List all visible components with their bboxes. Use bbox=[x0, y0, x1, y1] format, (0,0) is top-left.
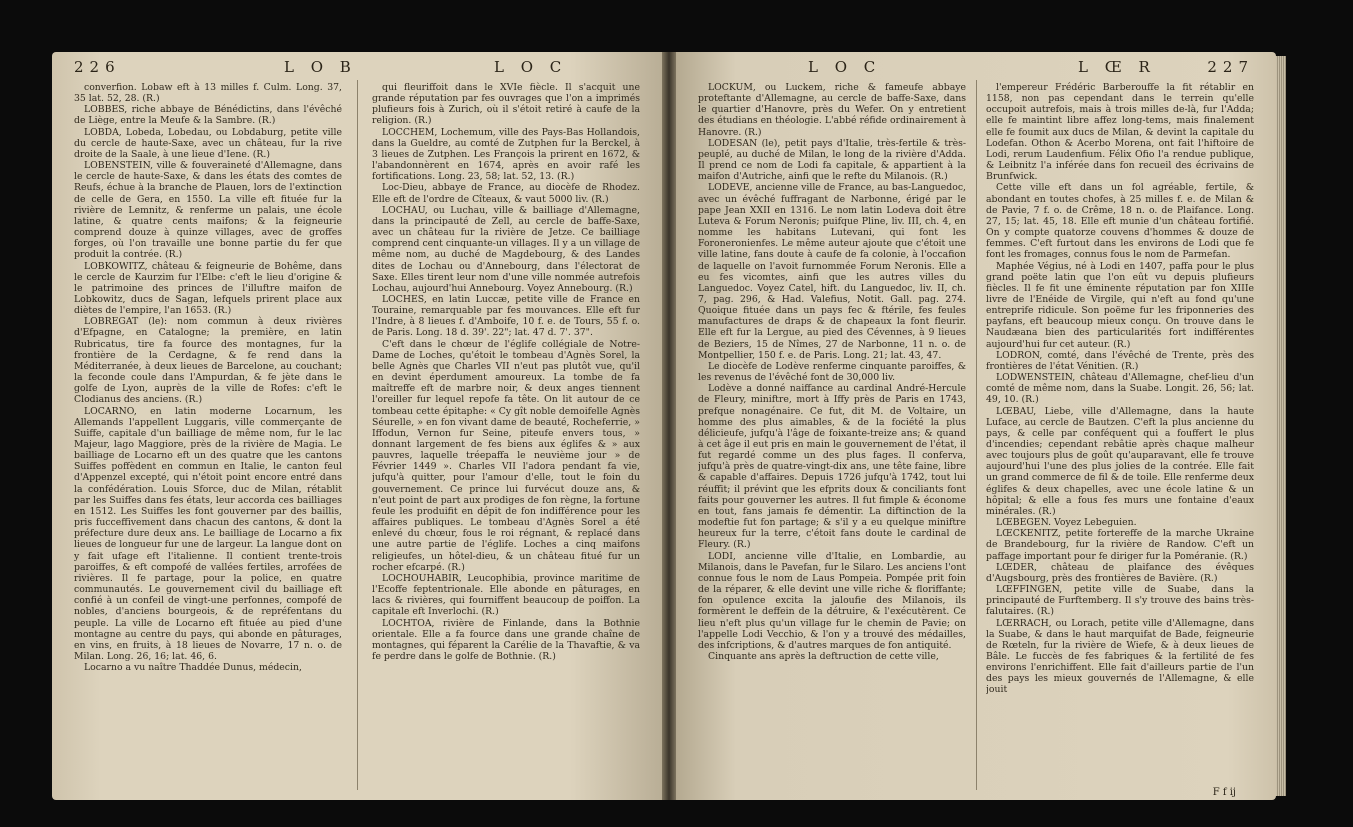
left-column-1 bbox=[74, 82, 342, 794]
entry-paragraph: LOCHAU, ou Luchau, ville & bailliage d'Allemagne, dans la principauté de Zell, au cercle de baffe-Saxe, avec un château fur la rivière de Jetze. Ce bailliage comprend cent cinquante-un villages. Il y a un village de même nom, au duché de Magdebourg, & des Landes dites de Lochau ou d'Annebourg, dans l'électorat de Saxe. Elles tirent leur nom d'une ville nommée autrefois Lochau, aujourd'hui Annebourg. Voyez Annebourg. (R.) bbox=[372, 204, 640, 294]
right-columns bbox=[698, 82, 1254, 794]
entry-paragraph: LOBREGAT (le): nom commun à deux rivières d'Efpagne, en Catalogne; la première, en latin Rubricatus, tire fa fource des montagnes, fur la frontière de la Cerdagne, & fe rend dans la Méditerranée, à deux lieues de Barcelone, au couchant; la feconde coule dans l'Ampurdan, & fe jète dans le golfe de Lyon, auprès de la ville de Rofes: c'eft le Clodianus des anciens. (R.) bbox=[74, 316, 342, 406]
entry-paragraph: Cinquante ans après la deftruction de cette ville, bbox=[708, 650, 939, 662]
entry-paragraph: LŒBEGEN. Voyez Lebeguien. bbox=[996, 517, 1137, 529]
entry-paragraph: Loc-Dieu, abbaye de France, au diocèfe de Rhodez. Elle eft de l'ordre de Cîteaux, & vaut 5000 liv. (R.) bbox=[372, 182, 640, 205]
left-columns bbox=[74, 82, 640, 794]
entry-paragraph: LODRON, comté, dans l'évêché de Trente, près des frontières de l'état Vénitien. (R.) bbox=[986, 349, 1254, 372]
entry-paragraph: LOBBES, riche abbaye de Bénédictins, dans l'évêché de Liège, entre la Meufe & la Sambre. (R.) bbox=[74, 104, 342, 127]
entry-paragraph: LŒCKENITZ, petite fortereffe de la marche Ukraine de Brandebourg, fur la rivière de Randow. C'eft un paffage important pour fe diriger fur la Poméranie. (R.) bbox=[986, 528, 1254, 562]
entry-paragraph: LOBENSTEIN, ville & fouveraineté d'Allemagne, dans le cercle de haute-Saxe, & dans les états des comtes de Reufs, échue à la branche de Plauen, lors de l'extinction de celle de Gera, en 1550. La ville eft fituée fur la rivière de Lemnitz, & renferme un palais, une école latine, & quatre cents maifons; & la feigneurie comprend douze à quinze villages, avec de groffes forges, où l'on travaille une bonne partie du fer que produit la contrée. (R.) bbox=[74, 160, 342, 261]
entry-paragraph: LOCARNO, en latin moderne Locarnum, les Allemands l'appellent Luggaris, ville commerçante de Suiffe, capitale d'un bailliage de même nom, fur le lac Majeur, lago Maggiore, près de la rivière de Magia. Le bailliage de Locarno eft un des quatre que les cantons Suiffes poffèdent en commun en Italie, le canton feul d'Appenzel excepté, qui n'étoit point encore entré dans la confédération. Louis Sforce, duc de Milan, rétablit par les Suiffes dans fes états, leur accorda ces bailliages en 1512. Les Suiffes les font gouverner par des baillis, pris fucceffivement dans chacun des cantons, & dont la préfecture dure deux ans. Le bailliage de Locarno a fix lieues de longueur fur une de largeur. La langue dont on y fait ufage eft l'italienne. Il contient trente-trois paroiffes, & eft compofé de vallées fertiles, arrofées de rivières. Il fe partage, pour la police, en quatre communautés. Le gouvernement civil du bailliage eft confié à un confeil de vingt-une perfonnes, compofé de nobles, d'anciens bourgeois, & de repréfentans du peuple. La ville de Locarno eft fituée au pied d'une montagne au centre du pays, qui abonde en pâturages, en vins, en fruits, à 18 lieues de Novarre, 17 n. o. de Milan. Long. 26, 16; lat. 46, 6. bbox=[74, 405, 342, 662]
entry-paragraph: LOCCHEM, Lochemum, ville des Pays-Bas Hollandois, dans la Gueldre, au comté de Zutphen fur la Berckel, à 3 lieues de Zutphen. Les François la prirent en 1672, & l'abandonnèrent en 1674, après en avoir rafé les fortifications. Long. 23, 58; lat. 52, 13. (R.) bbox=[372, 126, 640, 183]
entry-paragraph: LODESAN (le), petit pays d'Italie, très-fertile & très-peuplé, au duché de Milan, le long de la rivière d'Adda. Il prend ce nom de Lodi fa capitale, & appartient à la maifon d'Autriche, ainfi que le refte du Milanois. (R.) bbox=[698, 137, 966, 183]
entry-paragraph: C'eft dans le chœur de l'églife collégiale de Notre-Dame de Loches, qu'étoit le tombeau d'Agnès Sorel, la belle Agnès que Charles VII n'eut pas plutôt vue, qu'il en devint éperdument amoureux. La tombe de fa maîtreffe eft de marbre noir, & deux anges tiennent l'oreiller fur lequel repofe fa tête. On lit autour de ce tombeau cette épitaphe: « Cy gît noble demoifelle Agnès Séurelle, » en fon vivant dame de beauté, Rocheferrie, » Iffodun, Vernon fur Seine, piteufe envers tous, » donnant largement de fes biens aux églifes & » aux pauvres, laquelle tréepaffa le neuvième jour » de Février 1449 ». Charles VII l'adora pendant fa vie, jufqu'à quitter, pour l'amour d'elle, tout le foin du gouvernement. Ce prince lui furvécut douze ans, & n'eut point de part aux prodiges de fon règne, la fortune feule les produifit en dépit de fon indifférence pour les affaires publiques. Le tombeau d'Agnès Sorel a été enlevé du chœur, fous le roi régnant, & replacé dans une autre partie de l'églife. Loches a cinq maifons religieufes, un hôtel-dieu, & un château fitué fur un rocher efcarpé. (R.) bbox=[372, 338, 640, 573]
head-left: L O B bbox=[284, 58, 357, 76]
left-column-2 bbox=[372, 82, 640, 794]
page-number: 226 bbox=[74, 58, 121, 76]
book-gutter bbox=[662, 52, 676, 800]
head-right: L Œ R bbox=[1078, 58, 1156, 76]
right-running-head bbox=[698, 58, 1254, 80]
page-edges bbox=[1276, 56, 1286, 796]
entry-paragraph: qui fleuriffoit dans le XVIe fiècle. Il s'acquit une grande réputation par fes ouvrages que l'on a imprimés plufieurs fois à Zurich, où il s'étoit retiré à caufe de la religion. (R.) bbox=[372, 82, 640, 127]
entry-paragraph: converfion. Lobaw eft à 13 milles f. Culm. Long. 37, 35 lat. 52, 28. (R.) bbox=[74, 82, 342, 105]
entry-paragraph: LOBKOWITZ, château & feigneurie de Bohême, dans le cercle de Kaurzim fur l'Elbe: c'eft le lieu d'origine & le patrimoine des princes de l'illuftre maifon de Lobkowitz, ducs de Sagan, lefquels prirent place aux diètes de l'empire, l'an 1653. (R.) bbox=[74, 260, 342, 317]
entry-paragraph: LODEVE, ancienne ville de France, au bas-Languedoc, avec un évêché fuffragant de Narbonne, érigé par le pape Jean XXII en 1316. Le nom latin Lodeva doit être Luteva & Forum Neronis; puifque Pline, liv. III, ch. 4, en nomme les habitans Lutevani, qui font les Foroneronienfes. Le même auteur ajoute que c'étoit une ville latine, fans doute à caufe de fa colonie, à l'occafion de laquelle on l'avoit furnommée Forum Neronis. Elle a eu fes vicomtes, ainfi que les autres villes du Languedoc. Voyez Catel, hift. du Languedoc, liv. II, ch. 7, pag. 296, & Had. Valefius, Notit. Gall. pag. 274. Quoique fituée dans un pays fec & ftérile, fes feules manufactures de draps & de chapeaux la font fleurir. Elle eft fur la Lergue, au pied des Cévennes, à 9 lieues de Beziers, 15 de Nîmes, 27 de Narbonne, 11 n. o. de Montpellier, 150 f. e. de Paris. Long. 21; lat. 43, 47. bbox=[698, 182, 966, 361]
entry-paragraph: Lodève a donné naiffance au cardinal André-Hercule de Fleury, miniftre, mort à Iffy près de Paris en 1743, prefque nonagénaire. Ce fut, dit M. de Voltaire, un homme des plus aimables, & de la fociété la plus délicieufe, jufqu'à l'âge de foixante-treize ans; & quand à cet âge il eut pris en main le gouvernement de l'état, il fut regardé comme un des plus fages. Il conferva, jufqu'à près de quatre-vingt-dix ans, une tête faine, libre & capable d'affaires. Depuis 1726 jufqu'à 1742, tout lui réuffit; il prévint que les efprits doux & conciliants font faits pour gouverner les autres. Il fut fimple & économe en tout, fans jamais fe démentir. La diftinction de la modeftie fut fon partage; & s'il y a eu quelque miniftre heureux fur la terre, c'étoit fans doute le cardinal de Fleury. (R.) bbox=[698, 383, 966, 551]
head-right: L O C bbox=[494, 58, 568, 76]
entry-paragraph: LŒBAU, Liebe, ville d'Allemagne, dans la haute Luface, au cercle de Bautzen. C'eft la plus ancienne du pays, & celle par conféquent qui a fouffert le plus d'incendies; cependant rebâtie après chaque malheur avec toujours plus de goût qu'auparavant, elle fe trouve aujourd'hui l'une des plus jolies de la contrée. Elle fait un grand commerce de fil & de toile. Elle renferme deux églifes & deux chapelles, avec une école latine & un hôpital; & elle a fous fes murs une fontaine d'eaux minérales. (R.) bbox=[986, 405, 1254, 517]
entry-paragraph: LODI, ancienne ville d'Italie, en Lombardie, au Milanois, dans le Pavefan, fur le Silaro. Les anciens l'ont connue fous le nom de Laus Pompeia. Pompée prit foin de la réparer, & elle devint une ville riche & floriffante; fon opulence excita la jaloufie des Milanois, ils formèrent le deffein de la détruire, & l'exécutèrent. Ce lieu n'eft plus qu'un village fur le chemin de Pavie; on l'appelle Lodi Vecchio, & l'on y a trouvé des médailles, des infcriptions, & d'autres marques de fon antiquité. bbox=[698, 550, 966, 651]
entry-paragraph: LOCHTOA, rivière de Finlande, dans la Bothnie orientale. Elle a fa fource dans une grande chaîne de montagnes, qui féparent la Carélie de la Thavaftie, & va fe perdre dans le golfe de Bothnie. (R.) bbox=[372, 617, 640, 662]
left-page bbox=[52, 52, 662, 800]
right-column-2 bbox=[986, 82, 1254, 794]
right-page bbox=[676, 52, 1276, 800]
page-number: 227 bbox=[1207, 58, 1254, 76]
entry-paragraph: LOCHES, en latin Luccæ, petite ville de France en Touraine, remarquable par fes mouvances. Elle eft fur l'Indre, à 8 lieues f. d'Amboife, 10 f. e. de Tours, 55 f. o. de Paris. Long. 18 d. 39'. 22"; lat. 47 d. 7'. 37". bbox=[372, 293, 640, 339]
signature-mark: F f ij bbox=[1212, 787, 1236, 798]
right-column-1 bbox=[698, 82, 966, 794]
entry-paragraph: LOCKUM, ou Luckem, riche & fameufe abbaye proteftante d'Allemagne, au cercle de baffe-Saxe, dans le quartier d'Hanovre, près du Wefer. On y entretient des étudians en théologie. L'abbé réfide ordinairement à Hanovre. (R.) bbox=[698, 82, 966, 138]
entry-paragraph: LŒRRACH, ou Lorach, petite ville d'Allemagne, dans la Suabe, & dans le haut marquifat de Bade, feigneurie de Rœteln, fur la rivière de Wiefe, & à deux lieues de Bâle. Le fuccès de fes fabriques & la fertilité de fes environs l'enrichiffent. Elle fait d'ailleurs partie de l'un des pays les mieux gouvernés de l'Allemagne, & elle jouit bbox=[986, 617, 1254, 696]
entry-paragraph: l'empereur Frédéric Barberouffe la fit rétablir en 1158, non pas cependant dans le terrein qu'elle occupoit autrefois, mais à trois milles de-là, fur l'Adda; elle fe maintint libre affez long-tems, mais finalement elle fe foumit aux ducs de Milan, & devint la capitale du Lodefan. Othon & Acerbo Morena, ont fait l'hiftoire de Lodi, rerum Laudenfium. Félix Ofio l'a rendue publique, & Leibnitz l'a inférée dans fon recueil des écrivains de Brunfwick. bbox=[986, 82, 1254, 183]
entry-paragraph: LŒFFINGEN, petite ville de Suabe, dans la principauté de Furftemberg. Il s'y trouve des bains très-falutaires. (R.) bbox=[986, 584, 1254, 618]
entry-paragraph: LOBDA, Lobeda, Lobedau, ou Lobdaburg, petite ville du cercle de haute-Saxe, avec un château, fur la rive droite de la Saale, à une lieue d'Iene. (R.) bbox=[74, 126, 342, 160]
entry-paragraph: Cette ville eft dans un fol agréable, fertile, & abondant en toutes chofes, à 25 milles f. e. de Milan & de Pavie, 7 f. o. de Crême, 18 n. o. de Plaifance. Long. 27, 15; lat. 45, 18. Elle eft munie d'un château fortifié. On y compte quatorze couvens d'hommes & douze de femmes. C'eft furtout dans les environs de Lodi que fe font les fromages, connus fous le nom de Parmefan. bbox=[986, 182, 1254, 261]
entry-paragraph: Locarno a vu naître Thaddée Dunus, médecin, bbox=[84, 662, 302, 674]
left-running-head bbox=[74, 58, 640, 80]
entry-paragraph: LOCHOUHABIR, Leucophibia, province maritime de l'Ecoffe feptentrionale. Elle abonde en pâturages, en lacs & rivières, qui fourniffent beaucoup de poiffon. La capitale eft Inverlochi. (R.) bbox=[372, 572, 640, 618]
head-left: L O C bbox=[808, 58, 882, 76]
entry-paragraph: LŒDER, château de plaifance des évêques d'Augsbourg, près des frontières de Bavière. (R.) bbox=[986, 561, 1254, 584]
entry-paragraph: Maphée Végius, né à Lodi en 1407, paffa pour le plus grand poëte latin que l'on eût vu depuis plufieurs fiècles. Il fe fit une éminente réputation par fon XIIIe livre de l'Enéide de Virgile, qui n'eft au fond qu'une entreprife ridicule. Son poëme fur les friponneries des payfans, eft beaucoup mieux conçu. On trouve dans le Naudæana bien des particularités fort indifférentes aujourd'hui fur cet auteur. (R.) bbox=[986, 260, 1254, 350]
entry-paragraph: LODWENSTEIN, château d'Allemagne, chef-lieu d'un comté de même nom, dans la Suabe. Longit. 26, 56; lat. 49, 10. (R.) bbox=[986, 372, 1254, 406]
entry-paragraph: Le diocèfe de Lodève renferme cinquante paroiffes, & les revenus de l'évêché font de 30,000 liv. bbox=[698, 360, 966, 384]
